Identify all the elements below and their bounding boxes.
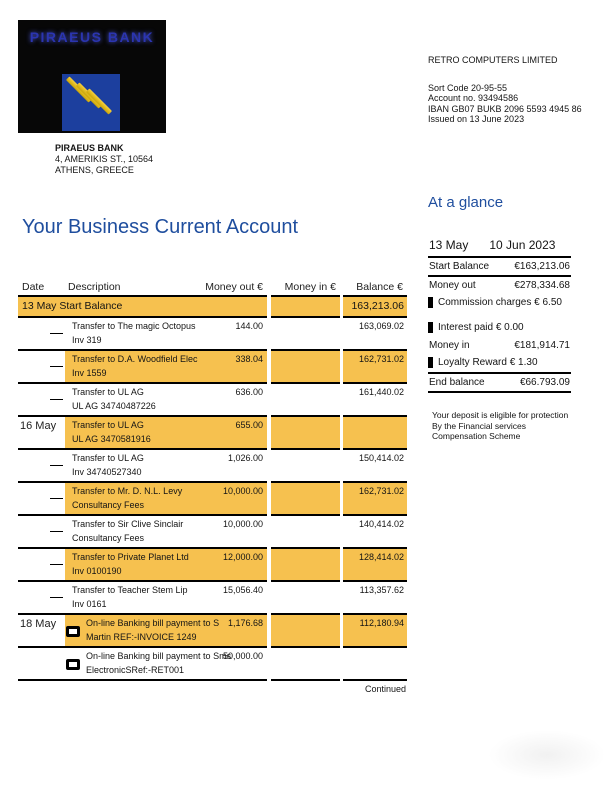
row-balance-cell (343, 450, 407, 483)
row-tick-mark (50, 531, 63, 532)
row-balance-cell (343, 549, 407, 582)
account-holder-block (428, 55, 582, 125)
row-money-in-cell (271, 318, 340, 351)
money-out-row (428, 277, 571, 294)
iban: IBAN GB07 BUKB 2096 5593 4945 86 (428, 103, 582, 114)
row-money-in-cell (271, 450, 340, 483)
row-balance-cell (343, 483, 407, 516)
row-money-out: 1,176.68 (227, 618, 263, 628)
table-row (18, 648, 407, 681)
header-balance: Balance € (356, 281, 403, 293)
row-balance: 113,357.62 (359, 585, 404, 595)
row-money-out: 338.04 (235, 354, 263, 364)
start-balance-table-row (18, 297, 407, 318)
table-row (18, 582, 407, 615)
logo-stripe-icon (86, 88, 112, 114)
row-balance: 150,414.02 (358, 453, 404, 463)
loyalty-row (428, 354, 571, 370)
row-description-cell (65, 549, 267, 580)
end-balance-value: €66.793.09 (519, 377, 570, 388)
money-in-value: €181,914.71 (514, 340, 570, 351)
row-date: 16 May (20, 420, 57, 432)
bank-address (55, 143, 153, 176)
row-money-in-cell (271, 615, 340, 648)
row-balance-cell (343, 417, 407, 450)
row-money-in-cell (271, 549, 340, 582)
account-holder-name: RETRO COMPUTERS LIMITED (428, 55, 558, 65)
row-description-cell (65, 318, 267, 349)
row-tick-mark (50, 465, 63, 466)
online-banking-icon-screen (69, 662, 77, 667)
row-description: Transfer to UL AG (72, 453, 144, 463)
row-tick-mark (50, 597, 63, 598)
row-description: Transfer to Mr. D. N.L. Levy (72, 486, 183, 496)
row-tick-mark (50, 333, 63, 334)
row-description-cell (65, 582, 267, 613)
at-a-glance-title: At a glance (428, 194, 504, 211)
row-description-cell (65, 384, 267, 415)
statement-table (18, 280, 407, 694)
row-money-out: 12,000.00 (222, 552, 263, 562)
row-reference: Inv 319 (72, 335, 102, 345)
row-money-out: 636.00 (235, 387, 263, 397)
table-row (18, 549, 407, 582)
row-money-out: 50,000.00 (222, 651, 263, 661)
table-row (18, 483, 407, 516)
row-reference: Consultancy Fees (72, 533, 145, 543)
start-row-balance: 163,213.06 (351, 300, 404, 312)
row-reference: Inv 0161 (72, 599, 107, 609)
issued-date: Issued on 13 June 2023 (428, 114, 525, 124)
header-date: Date (22, 281, 45, 293)
header-description: Description (68, 281, 121, 293)
row-balance-cell (343, 384, 407, 417)
page-title: Your Business Current Account (22, 216, 299, 238)
row-money-out: 10,000.00 (222, 519, 263, 529)
row-money-in-cell (271, 582, 340, 615)
row-balance: 162,731.02 (358, 354, 404, 364)
protection-line1: Your deposit is eligible for protection (432, 410, 569, 420)
row-description: Transfer to Private Planet Ltd (72, 552, 189, 562)
start-balance-value: €163,213.06 (514, 261, 570, 272)
row-balance: 161,440.02 (358, 387, 404, 397)
row-description: On-line Banking bill payment to S (86, 618, 220, 628)
row-money-in-cell (271, 516, 340, 549)
row-description: Transfer to UL AG (72, 387, 144, 397)
row-tick-mark (50, 564, 63, 565)
loyalty-text: Loyalty Reward € 1.30 (438, 357, 538, 368)
row-reference: Consultancy Fees (72, 500, 145, 510)
money-in-label: Money in (429, 340, 470, 351)
at-a-glance-panel (428, 194, 571, 442)
row-reference: UL AG 34740487226 (72, 401, 156, 411)
bank-logo (18, 20, 166, 133)
row-description-cell (65, 615, 267, 646)
money-in-row (428, 337, 571, 354)
row-description-cell (65, 483, 267, 514)
row-tick-mark (50, 399, 63, 400)
corner-watermark (488, 730, 606, 780)
row-balance-cell (343, 615, 407, 648)
bank-logo-emblem-icon (62, 74, 120, 131)
table-row (18, 417, 407, 450)
bank-address-line2: ATHENS, GREECE (55, 165, 134, 175)
row-description: Transfer to Sir Clive Sinclair (72, 519, 184, 529)
table-row (18, 384, 407, 417)
marker-bar-icon (428, 357, 433, 368)
row-money-in-cell (271, 648, 340, 681)
online-banking-icon (66, 659, 80, 670)
row-description-cell (65, 417, 267, 448)
row-reference: ElectronicSRef:-RET001 (86, 665, 185, 675)
row-money-in-cell (271, 417, 340, 450)
protection-line2: By the Financial services (432, 420, 527, 431)
row-money-in-cell (271, 483, 340, 516)
row-money-out: 15,056.40 (222, 585, 263, 595)
row-reference: Martin REF:-INVOICE 1249 (86, 632, 197, 642)
protection-note (428, 410, 571, 442)
statement-period (428, 238, 571, 258)
money-out-label: Money out (429, 280, 476, 291)
row-money-out: 1,026.00 (227, 453, 263, 463)
end-balance-row (428, 372, 571, 393)
row-tick-mark (50, 366, 63, 367)
row-description-cell (65, 351, 267, 382)
row-reference: Inv 0100190 (72, 566, 122, 576)
interest-text: Interest paid € 0.00 (438, 322, 524, 333)
row-reference: UL AG 3470581916 (72, 434, 151, 444)
row-reference: Inv 1559 (72, 368, 107, 378)
row-balance-cell (343, 516, 407, 549)
bank-logo-wordmark: PIRAEUS BANK (29, 29, 155, 45)
table-header-row (18, 280, 407, 297)
row-balance-cell (343, 648, 407, 681)
transaction-rows (18, 318, 407, 681)
table-row (18, 318, 407, 351)
commission-row (428, 294, 571, 310)
account-number: Account no. 93494586 (428, 93, 519, 103)
header-money-in: Money in € (284, 281, 336, 293)
row-description-cell (65, 450, 267, 481)
row-description: Transfer to Teacher Stem Lip (72, 585, 188, 595)
row-description-cell (65, 516, 267, 547)
row-money-out: 144.00 (235, 321, 263, 331)
row-money-in-cell (271, 384, 340, 417)
money-out-value: €278,334.68 (514, 280, 570, 291)
row-balance: 162,731.02 (358, 486, 404, 496)
period-end: 10 Jun 2023 (489, 238, 556, 252)
marker-bar-icon (428, 297, 433, 308)
row-money-in-cell (271, 351, 340, 384)
row-balance-cell (343, 582, 407, 615)
row-description: On-line Banking bill payment to Sms (86, 651, 232, 661)
row-balance: 112,180.94 (359, 618, 404, 628)
row-tick-mark (50, 498, 63, 499)
table-row (18, 351, 407, 384)
row-balance: 128,414.02 (358, 552, 404, 562)
row-balance: 163,069.02 (358, 321, 404, 331)
online-banking-icon-screen (69, 629, 77, 634)
protection-line3: Compensation Scheme (432, 431, 521, 441)
row-description: Transfer to UL AG (72, 420, 144, 430)
row-description-cell (65, 648, 267, 679)
interest-row (428, 319, 571, 335)
row-money-out: 10,000.00 (222, 486, 263, 496)
period-start: 13 May (429, 238, 469, 252)
start-balance-label: Start Balance (429, 261, 490, 272)
row-balance-cell (343, 318, 407, 351)
row-reference: Inv 34740527340 (72, 467, 142, 477)
bank-address-line1: 4, AMERIKIS ST., 10564 (55, 154, 154, 164)
marker-bar-icon (428, 322, 433, 333)
table-row (18, 450, 407, 483)
start-row-text: 13 May Start Balance (22, 300, 123, 312)
table-row (18, 516, 407, 549)
commission-text: Commission charges € 6.50 (438, 297, 562, 308)
continued-label: Continued (364, 684, 406, 694)
row-balance-cell (343, 351, 407, 384)
row-balance: 140,414.02 (358, 519, 404, 529)
bank-name: PIRAEUS BANK (55, 143, 124, 153)
table-row (18, 615, 407, 648)
sort-code: Sort Code 20-95-55 (428, 82, 508, 93)
start-balance-row (428, 258, 571, 277)
row-description: Transfer to D.A. Woodfield Elec (72, 354, 198, 364)
row-description: Transfer to The magic Octopus (72, 321, 196, 331)
end-balance-label: End balance (429, 377, 485, 388)
row-date: 18 May (20, 618, 57, 630)
row-money-out: 655.00 (235, 420, 263, 430)
header-money-out: Money out € (205, 281, 263, 293)
online-banking-icon (66, 626, 80, 637)
